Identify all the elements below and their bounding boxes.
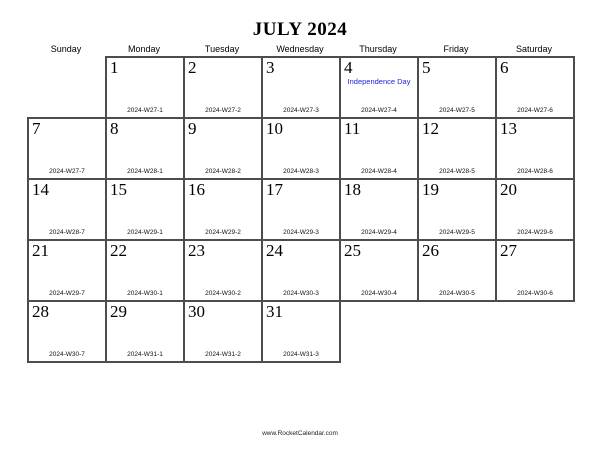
- week-number-label: 2024-W27-2: [205, 107, 241, 114]
- day-number: 29: [110, 302, 127, 321]
- calendar-day-cell: [184, 179, 262, 240]
- weekday-header-tuesday: Tuesday: [204, 44, 240, 54]
- week-number-label: 2024-W28-3: [283, 168, 319, 175]
- day-number: 27: [500, 241, 517, 260]
- day-number: 23: [188, 241, 205, 260]
- calendar-week-row: [28, 240, 574, 301]
- calendar-day-cell: [496, 240, 574, 301]
- calendar-day-cell: [496, 179, 574, 240]
- weekday-header-monday: Monday: [127, 44, 161, 54]
- calendar-day-cell: [340, 57, 418, 118]
- calendar-empty-cell: [340, 301, 418, 362]
- week-number-label: 2024-W29-7: [49, 290, 85, 297]
- calendar-day-cell: [340, 118, 418, 179]
- weekday-header-thursday: Thursday: [359, 44, 397, 54]
- calendar-day-cell: [106, 301, 184, 362]
- calendar-week-row: [28, 179, 574, 240]
- day-number: 19: [422, 180, 439, 199]
- calendar-empty-cell: [28, 57, 106, 118]
- week-number-label: 2024-W28-5: [439, 168, 475, 175]
- day-number: 18: [344, 180, 361, 199]
- weekday-header-saturday: Saturday: [515, 44, 553, 54]
- calendar-week-row: [28, 118, 574, 179]
- holiday-label[interactable]: Independence Day: [347, 77, 411, 86]
- calendar-grid: [27, 56, 575, 363]
- day-number: 26: [422, 241, 439, 260]
- day-number: 16: [188, 180, 205, 199]
- calendar-empty-cell: [418, 301, 496, 362]
- week-number-label: 2024-W27-6: [517, 107, 553, 114]
- day-number: 22: [110, 241, 127, 260]
- calendar-day-cell: [262, 118, 340, 179]
- day-number: 30: [188, 302, 205, 321]
- week-number-label: 2024-W31-3: [283, 351, 319, 358]
- week-number-label: 2024-W28-1: [127, 168, 163, 175]
- week-number-label: 2024-W29-2: [205, 229, 241, 236]
- day-number: 8: [110, 119, 119, 138]
- week-number-label: 2024-W30-4: [361, 290, 397, 297]
- day-number: 1: [110, 58, 119, 77]
- week-number-label: 2024-W31-1: [127, 351, 163, 358]
- calendar-day-cell: [106, 240, 184, 301]
- week-number-label: 2024-W30-6: [517, 290, 553, 297]
- day-number: 14: [32, 180, 49, 199]
- calendar-day-cell: [262, 179, 340, 240]
- week-number-label: 2024-W28-6: [517, 168, 553, 175]
- day-number: 3: [266, 58, 275, 77]
- calendar-day-cell: [28, 240, 106, 301]
- calendar-day-cell: [340, 240, 418, 301]
- calendar-day-cell: [106, 179, 184, 240]
- week-number-label: 2024-W29-4: [361, 229, 397, 236]
- calendar-day-cell: [106, 57, 184, 118]
- weekday-header-wednesday: Wednesday: [276, 44, 324, 54]
- calendar-day-cell: [184, 301, 262, 362]
- week-number-label: 2024-W27-1: [127, 107, 163, 114]
- calendar-day-cell: [340, 179, 418, 240]
- calendar-day-cell: [184, 57, 262, 118]
- day-number: 9: [188, 119, 197, 138]
- week-number-label: 2024-W30-5: [439, 290, 475, 297]
- week-number-label: 2024-W29-3: [283, 229, 319, 236]
- day-number: 4: [344, 58, 353, 77]
- day-number: 25: [344, 241, 361, 260]
- week-number-label: 2024-W27-4: [361, 107, 397, 114]
- day-number: 28: [32, 302, 49, 321]
- week-number-label: 2024-W29-5: [439, 229, 475, 236]
- calendar-day-cell: [418, 57, 496, 118]
- day-number: 15: [110, 180, 127, 199]
- day-number: 11: [344, 119, 361, 138]
- calendar-day-cell: [418, 179, 496, 240]
- calendar-day-cell: [418, 240, 496, 301]
- day-number: 10: [266, 119, 283, 138]
- calendar-day-cell: [28, 179, 106, 240]
- day-number: 12: [422, 119, 439, 138]
- calendar-day-cell: [262, 301, 340, 362]
- day-number: 7: [32, 119, 41, 138]
- calendar-day-cell: [262, 240, 340, 301]
- calendar-day-cell: [184, 240, 262, 301]
- week-number-label: 2024-W30-3: [283, 290, 319, 297]
- footer-link[interactable]: www.RocketCalendar.com: [262, 430, 338, 437]
- week-number-label: 2024-W30-1: [127, 290, 163, 297]
- week-number-label: 2024-W28-4: [361, 168, 397, 175]
- week-number-label: 2024-W30-7: [49, 351, 85, 358]
- week-number-label: 2024-W29-1: [127, 229, 163, 236]
- week-number-label: 2024-W28-7: [49, 229, 85, 236]
- day-number: 13: [500, 119, 517, 138]
- day-number: 2: [188, 58, 197, 77]
- calendar-title: JULY 2024: [252, 19, 348, 40]
- calendar-week-row: [28, 57, 574, 118]
- week-number-label: 2024-W27-7: [49, 168, 85, 175]
- calendar-day-cell: [496, 57, 574, 118]
- weekday-header-row: [27, 45, 573, 54]
- day-number: 21: [32, 241, 49, 260]
- calendar-day-cell: [28, 118, 106, 179]
- weekday-header-friday: Friday: [443, 44, 469, 54]
- day-number: 31: [266, 302, 283, 321]
- day-number: 20: [500, 180, 517, 199]
- calendar-day-cell: [184, 118, 262, 179]
- calendar-week-row: [28, 301, 574, 362]
- week-number-label: 2024-W28-2: [205, 168, 241, 175]
- calendar-empty-cell: [496, 301, 574, 362]
- calendar-day-cell: [262, 57, 340, 118]
- calendar-day-cell: [28, 301, 106, 362]
- day-number: 5: [422, 58, 431, 77]
- week-number-label: 2024-W27-3: [283, 107, 319, 114]
- week-number-label: 2024-W31-2: [205, 351, 241, 358]
- day-number: 17: [266, 180, 283, 199]
- calendar-day-cell: [106, 118, 184, 179]
- calendar-day-cell: [418, 118, 496, 179]
- day-number: 24: [266, 241, 283, 260]
- week-number-label: 2024-W30-2: [205, 290, 241, 297]
- day-number: 6: [500, 58, 509, 77]
- week-number-label: 2024-W29-6: [517, 229, 553, 236]
- calendar-day-cell: [496, 118, 574, 179]
- weekday-header-sunday: Sunday: [50, 44, 82, 54]
- week-number-label: 2024-W27-5: [439, 107, 475, 114]
